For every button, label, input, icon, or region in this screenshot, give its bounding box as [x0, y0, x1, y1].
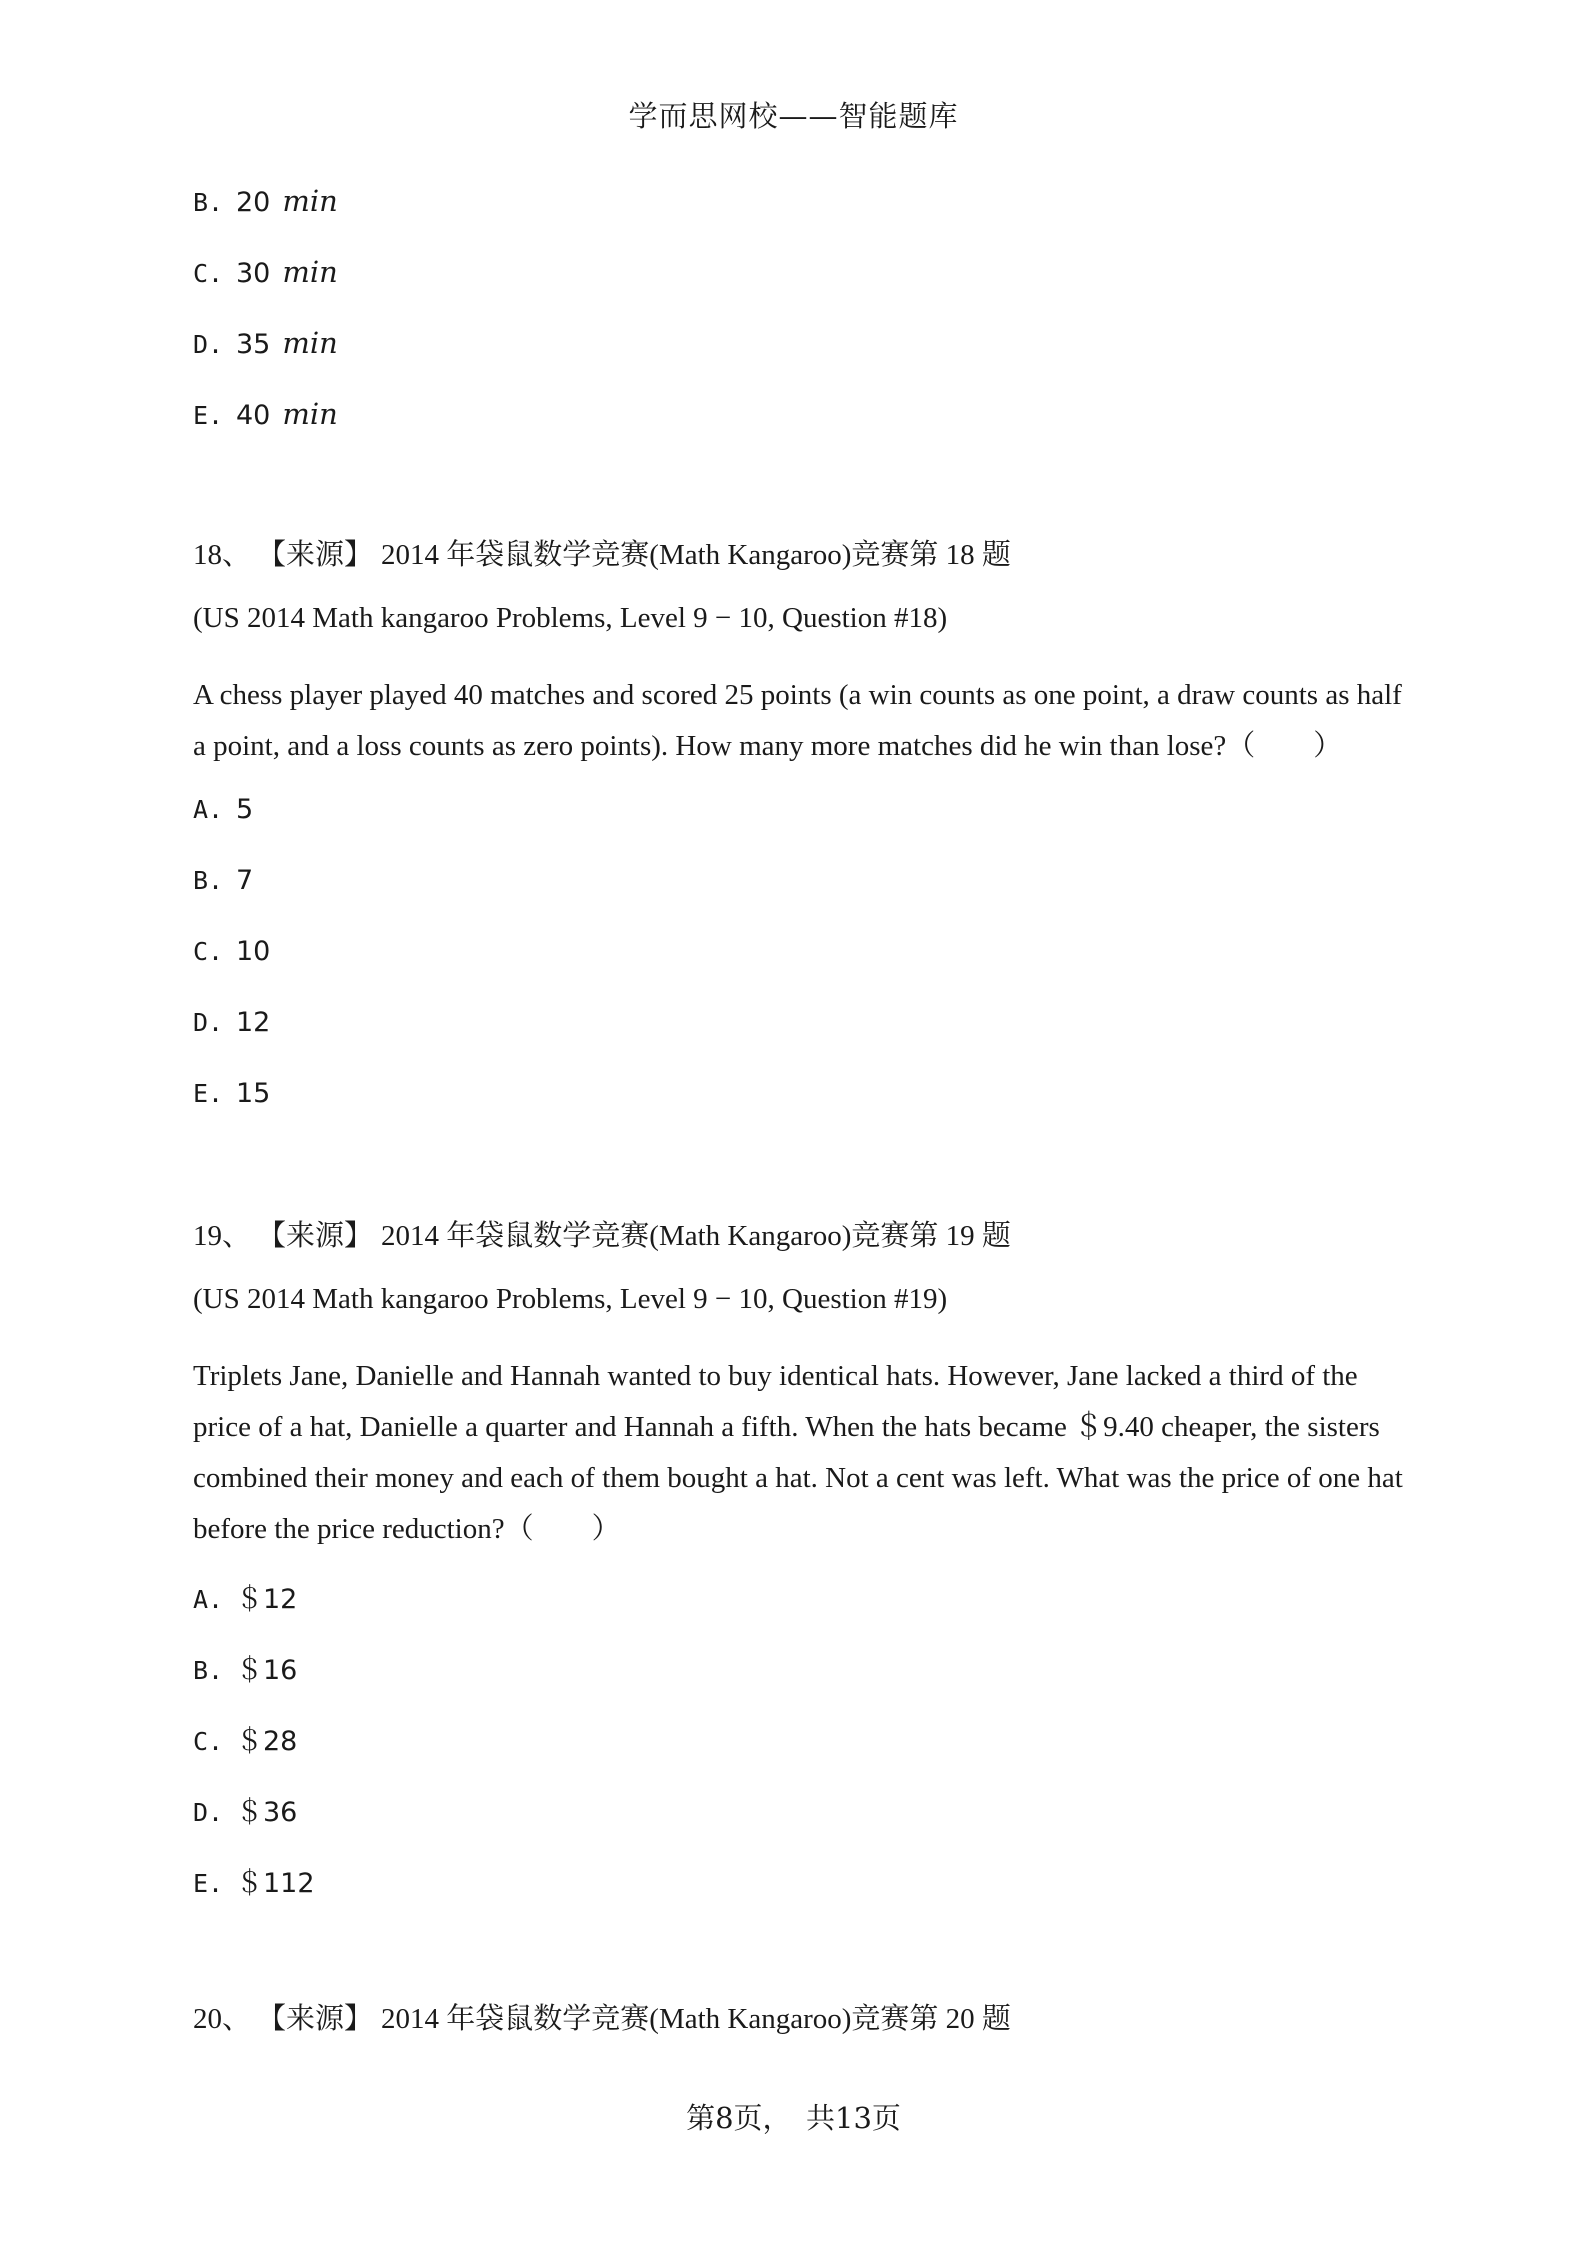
question-title [193, 1996, 1413, 2066]
option-value: 5 [236, 794, 254, 825]
question-source: 2014 年袋鼠数学竞赛(Math Kangaroo)竞赛第 20 题 [381, 2003, 1011, 2035]
question-subtitle: (US 2014 Math kangaroo Problems, Level 9 − 10, Question #18) [193, 602, 948, 634]
option-letter: B. [193, 1656, 224, 1685]
page-content [193, 184, 1413, 2066]
page-header: 学而思网校——智能题库 [628, 99, 959, 133]
source-tag: 【来源】 [257, 537, 374, 571]
option-c [193, 1719, 1413, 1790]
option-letter: C. [193, 259, 224, 288]
option-c [193, 936, 1413, 1007]
source-tag: 【来源】 [257, 1218, 374, 1252]
option-unit: min [282, 184, 338, 218]
question-source: 2014 年袋鼠数学竞赛(Math Kangaroo)竞赛第 18 题 [381, 539, 1011, 571]
option-a [193, 1577, 1413, 1648]
option-letter: B. [193, 866, 224, 895]
option-value: 15 [236, 1078, 271, 1109]
option-value: ＄12 [236, 1584, 298, 1615]
option-letter: C. [193, 1727, 224, 1756]
question-20 [193, 1996, 1413, 2066]
question-number: 18、 [193, 539, 252, 571]
option-e [193, 1861, 1413, 1932]
source-tag: 【来源】 [257, 2001, 374, 2035]
option-c [193, 255, 1413, 326]
option-value: 30 [236, 258, 271, 289]
option-unit: min [282, 397, 338, 431]
option-value: 12 [236, 1007, 271, 1038]
option-letter: D. [193, 1798, 224, 1827]
option-letter: E. [193, 401, 224, 430]
option-d [193, 1007, 1413, 1078]
option-value: ＄36 [236, 1797, 298, 1828]
question-title [193, 532, 1413, 602]
option-b [193, 865, 1413, 936]
spacer [193, 468, 1413, 532]
option-unit: min [282, 255, 338, 289]
option-letter: D. [193, 330, 224, 359]
spacer [193, 1932, 1413, 1996]
option-b [193, 184, 1413, 255]
question-source: 2014 年袋鼠数学竞赛(Math Kangaroo)竞赛第 19 题 [381, 1220, 1011, 1252]
question-number: 19、 [193, 1220, 252, 1252]
option-value: ＄16 [236, 1655, 298, 1686]
option-letter: D. [193, 1008, 224, 1037]
option-letter: E. [193, 1079, 224, 1108]
option-d [193, 1790, 1413, 1861]
option-value: 10 [236, 936, 271, 967]
question-body: Triplets Jane, Danielle and Hannah wanted to buy identical hats. However, Jane lacked a third of the price of a hat, Danielle a quarter and Hannah a fifth. When the hats became ＄9.40 cheaper, the sisters combined their money and each of them bought a hat. Not a cent was left. What was the price of one hat before the price reduction?（ ） [193, 1360, 1403, 1545]
option-letter: A. [193, 1585, 224, 1614]
option-d [193, 326, 1413, 397]
option-letter: E. [193, 1869, 224, 1898]
option-value: 7 [236, 865, 254, 896]
option-a [193, 794, 1413, 865]
option-value: 35 [236, 329, 271, 360]
option-letter: B. [193, 188, 224, 217]
question-body: A chess player played 40 matches and scored 25 points (a win counts as one point, a draw counts as half a point, and a loss counts as zero points). How many more matches did he win than lose?（ ） [193, 679, 1402, 762]
option-unit: min [282, 326, 338, 360]
question-subtitle: (US 2014 Math kangaroo Problems, Level 9 − 10, Question #19) [193, 1283, 948, 1315]
option-value: ＄112 [236, 1868, 315, 1899]
option-value: 40 [236, 400, 271, 431]
option-value: ＄28 [236, 1726, 298, 1757]
question-title [193, 1213, 1413, 1283]
question-19 [193, 1213, 1413, 1932]
option-b [193, 1648, 1413, 1719]
option-letter: A. [193, 795, 224, 824]
option-letter: C. [193, 937, 224, 966]
prev-question-options [193, 184, 1413, 468]
option-e [193, 397, 1413, 468]
question-number: 20、 [193, 2003, 252, 2035]
page-footer: 第8页， 共13页 [686, 2101, 901, 2135]
option-e [193, 1078, 1413, 1149]
question-18 [193, 532, 1413, 1149]
spacer [193, 1149, 1413, 1213]
option-value: 20 [236, 187, 271, 218]
